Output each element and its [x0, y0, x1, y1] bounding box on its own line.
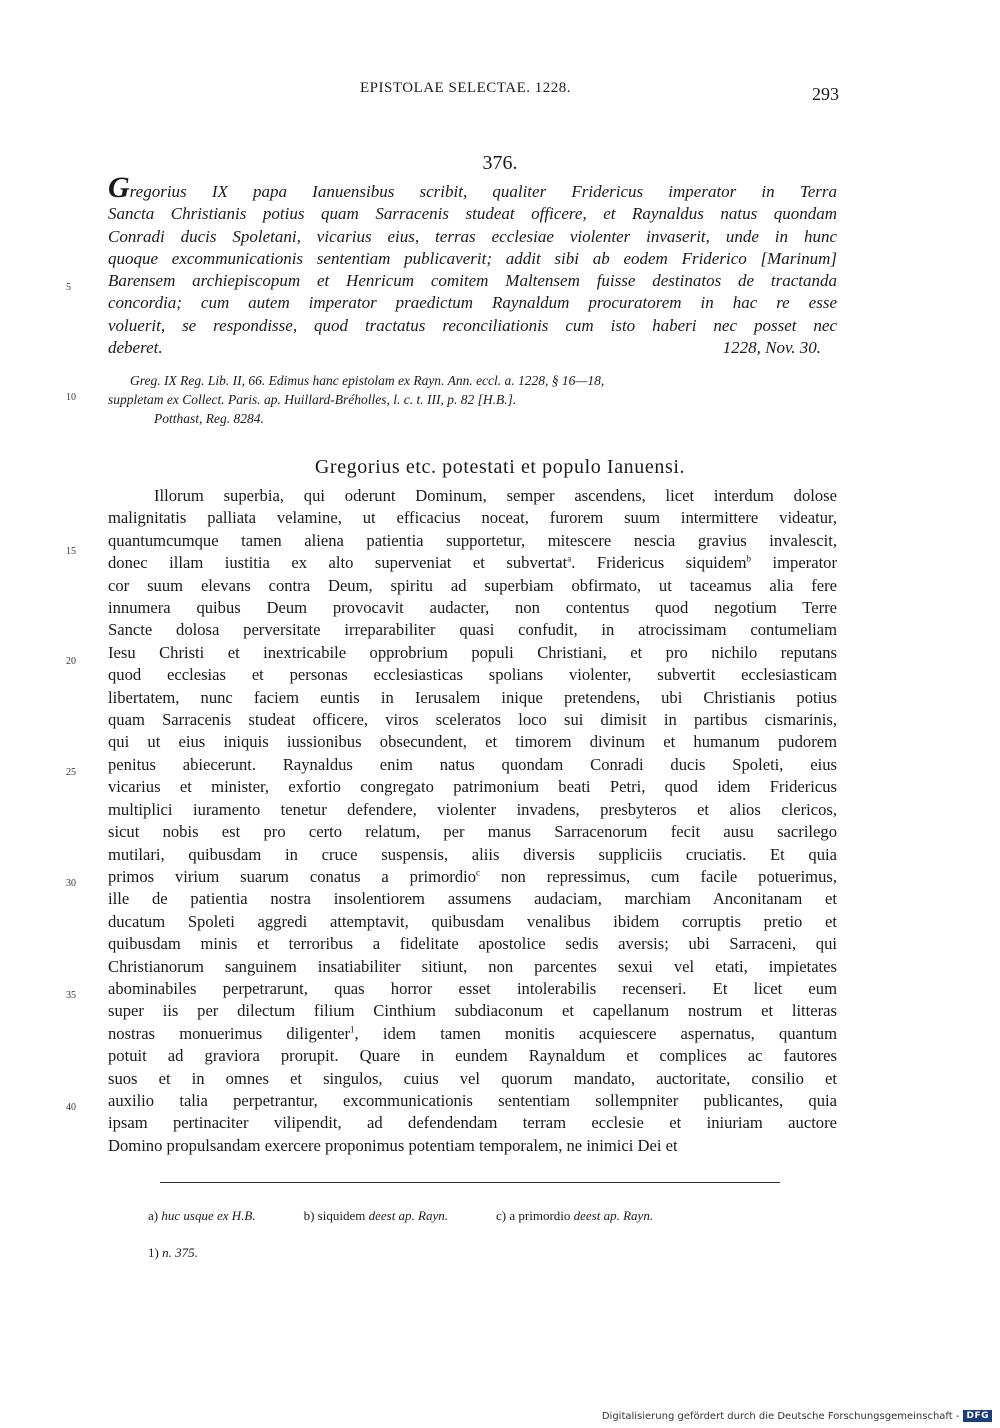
body-line-with-notes [108, 552, 837, 574]
source-line: Greg. IX Reg. Lib. II, 66. Edimus hanc epistolam ex Rayn. Ann. eccl. a. 1228, § 16—18, [130, 373, 605, 388]
summary-line: voluerit, se respondisse, quod tractatus reconciliationis cum isto haberi nec posset nec [108, 315, 837, 335]
body-text-segment: imperator [751, 553, 838, 573]
source-line: suppletam ex Collect. Paris. ap. Huillard-Bréholles, l. c. t. III, p. 82 [H.B.]. [108, 392, 517, 407]
footnote-1 [148, 1245, 837, 1261]
footnote-marker[interactable]: b [746, 553, 751, 564]
body-line: super iis per dilectum filium Cinthium subdiaconum et capellanum nostrum et litteras [108, 1001, 837, 1021]
body-line: Christianorum sanguinem insatiabiliter sitiunt, non parcentes sexui vel etati, impietates [108, 956, 837, 976]
footnote-text: deest ap. Rayn. [368, 1208, 449, 1223]
document-number: 376. [482, 152, 518, 174]
body-line: auxilio talia perpetrantur, excommunicationis sententiam sollempniter publicantes, quia [108, 1090, 837, 1110]
line-number: 10 [66, 392, 76, 403]
body-line: potuit ad graviora prorupit. Quare in eundem Raynaldum et complices ac fautores [108, 1046, 837, 1066]
body-line: quantumcumque tamen aliena patientia supportetur, mitescere nescia gravius invalescit, [108, 530, 837, 550]
summary-line: Barensem archiepiscopum et Henricum comitem Maltensem fuisse destinatos de tractanda [108, 271, 837, 291]
footnotes [108, 1208, 837, 1261]
body-line: ipsam pertinaciter vilipendit, ad defendendam terram ecclesie et iniuriam auctore [108, 1113, 837, 1133]
page-number: 293 [812, 84, 839, 104]
body-line: malignitatis palliata velamine, ut efficacius noceat, furorem suum intermittere videatur, [108, 508, 837, 528]
summary-line: Conradi ducis Spoletani, vicarius eius, terras ecclesiae violenter invaserit, unde in hunc [108, 226, 837, 246]
footnote-mark: c) [496, 1208, 507, 1223]
source-line: Potthast, Reg. 8284. [154, 411, 264, 426]
line-number: 25 [66, 767, 76, 778]
funding-credit [602, 1410, 992, 1422]
body-line: abominabiles perpetrarunt, quas horror esset intolerabilis recenseri. Et licet eum [108, 978, 837, 998]
footnote-c [496, 1208, 653, 1224]
footnote-text: huc usque ex H.B. [161, 1208, 256, 1223]
body-line: suos et in omnes et singulos, cuius vel quorum mandato, auctoritate, consilio et [108, 1068, 837, 1088]
footnote-divider [160, 1182, 780, 1183]
footnote-marker[interactable]: c [476, 867, 481, 878]
line-number: 15 [66, 546, 76, 557]
summary-line: deberet. [108, 338, 163, 358]
line-number: 40 [66, 1102, 76, 1113]
footnote-text: deest ap. Rayn. [573, 1208, 654, 1223]
footnote-mark: a) [148, 1208, 159, 1223]
footnote-text: n. 375. [162, 1245, 198, 1260]
summary-line: concordia; cum autem imperator praedictum Raynaldum procuratorem in hac re esse [108, 293, 837, 313]
body-line: mutilari, quibusdam in cruce suspensis, aliis diversis suppliciis cruciatis. Et quia [108, 844, 837, 864]
summary-line: regorius IX papa Ianuensibus scribit, qualiter Fridericus imperator in Terra [129, 182, 837, 201]
body-text-segment: . Fridericus siquidem [571, 553, 747, 573]
footnote-marker[interactable]: a [567, 553, 572, 564]
footnote-a [148, 1208, 256, 1224]
body-line: Domino propulsandam exercere proponimus potentiam temporalem, ne inimici Dei et [108, 1135, 678, 1155]
summary-last-line [108, 337, 837, 359]
body-line: quam Sarracenis studeat officere, viros sceleratos loco sui dimisit in partibus cismarinis, [108, 710, 837, 730]
body-text-segment: primos virium suarum conatus a primordio [108, 866, 477, 886]
line-number: 20 [66, 656, 76, 667]
letter-body [108, 485, 837, 1157]
summary-line: quoque excommunicationis sententiam publicaverit; addit sibi ab eodem Friderico [Marinum] [108, 248, 837, 268]
drop-initial: G [108, 171, 130, 204]
summary-line: Sancta Christianis potius quam Sarracenis studeat officere, et Raynaldus natus quondam [108, 204, 837, 224]
dfg-logo-icon[interactable]: DFG [963, 1410, 992, 1422]
body-line: qui ut eius iniquis iussionibus obsecundent, et timorem divinum et humanum pudorem [108, 732, 837, 752]
body-text-segment: , idem tamen monitis acquiescere aspernatus, quantum [354, 1023, 838, 1043]
body-text-segment: donec illam iustitia ex alto superveniat et subvertat [108, 553, 568, 573]
footnote-marker[interactable]: 1 [349, 1024, 355, 1035]
footnote-word: a primordio [509, 1208, 571, 1223]
body-line: libertatem, nunc faciem euntis in Ierusalem inique pretendens, ubi Christianis potius [108, 687, 837, 707]
body-line: vicarius et minister, exfortio congregato patrimonium beati Petri, quod idem Fridericus [108, 777, 837, 797]
regest-summary [108, 171, 837, 359]
funding-text: Digitalisierung gefördert durch die Deutsche Forschungsgemeinschaft - [601, 1410, 960, 1422]
letter-date: 1228, Nov. 30. [722, 338, 821, 358]
footnote-b [304, 1208, 448, 1224]
footnote-mark: 1) [148, 1245, 159, 1260]
letter-address: Gregorius etc. potestati et populo Ianuensi. [314, 456, 686, 478]
body-line: Iesu Christi et inextricabile opprobrium populi Christiani, et pro nichilo reputans [108, 642, 837, 662]
source-notes [108, 371, 837, 428]
body-line: sicut nobis est pro certo relatum, per manus Sarracenorum fecit ausu sacrilego [108, 822, 837, 842]
footnote-mark: b) [303, 1208, 315, 1223]
footnote-word: siquidem [317, 1208, 366, 1223]
body-line: innumera quibus Deum provocavit audacter, non contentus quod negotium Terre [108, 598, 837, 618]
body-line: quibusdam minis et terroribus a fidelitate apostolice sedis aversis; ubi Sarraceni, qui [108, 934, 837, 954]
line-number: 35 [66, 990, 76, 1001]
body-line: Sancte dolosa perversitate irreparabiliter quasi confudit, in atrocissimam contumeliam [108, 620, 837, 640]
body-line: cor suum elevans contra Deum, spiritu ad superbiam obfirmato, ut taceamus alia fere [108, 575, 837, 595]
body-line: Illorum superbia, qui oderunt Dominum, semper ascendens, licet interdum dolose [154, 486, 837, 505]
body-line: ducatum Spoleti aggredi attemptavit, quibusdam venalibus ibidem corruptis pretio et [108, 911, 837, 931]
body-line: multiplici iuramento tenetur defendere, violenter invadens, presbyteros et alios clericos, [108, 799, 837, 819]
body-line: penitus abiecerunt. Raynaldus enim natus quondam Conradi ducis Spoleti, eius [108, 754, 837, 774]
body-line-with-notes [108, 1023, 837, 1045]
critical-apparatus [148, 1208, 837, 1224]
body-text-segment: non repressimus, cum facile potuerimus, [480, 866, 837, 886]
body-line: quod ecclesias et personas ecclesiasticas spolians violenter, subvertit ecclesiasticam [108, 665, 837, 685]
body-line-with-notes [108, 866, 837, 888]
line-number: 30 [66, 878, 76, 889]
running-head: EPISTOLAE SELECTAE. 1228. [360, 80, 572, 96]
body-text-segment: nostras monuerimus diligenter [108, 1023, 350, 1043]
line-number: 5 [66, 282, 71, 293]
body-line: ille de patientia nostra insolentiorem assumens audaciam, marchiam Anconitanam et [108, 889, 837, 909]
